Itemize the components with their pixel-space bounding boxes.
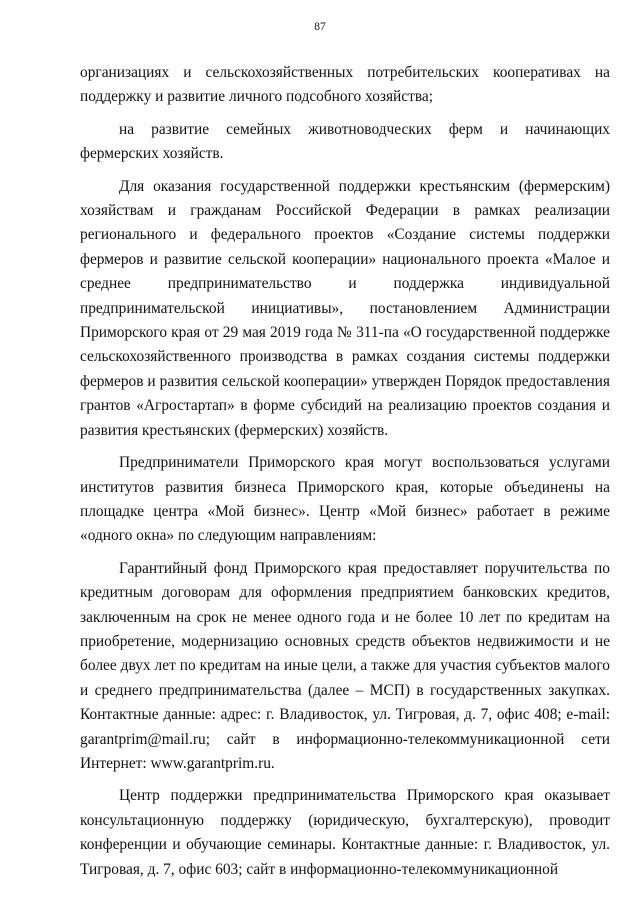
paragraph-my-business-center: Предприниматели Приморского края могут воспользоваться услугами институтов развития бизнеса Приморского края, которые объединены на площадке центра «Мой бизнес». Центр «Мой бизнес» работает в режиме «одного окна» по следующим направлениям:: [80, 454, 610, 545]
document-body: [80, 61, 610, 890]
paragraph-support-center: Центр поддержки предпринимательства Приморского края оказывает консультационную поддержку (юридическую, бухгалтерскую), проводит конференции и обучающие семинары. Контактные данные: г. Владивосток, ул. Тигровая, д. 7, офис 603; сайт в информационно-телекоммуникационной: [80, 787, 610, 878]
page-number: 87: [314, 21, 326, 33]
paragraph-family-farms: на развитие семейных животноводческих ферм и начинающих фермерских хозяйств.: [80, 120, 610, 163]
paragraph-cooperatives-continuation: организациях и сельскохозяйственных потребительских кооперативах на поддержку и развитие личного подсобного хозяйства;: [80, 64, 610, 106]
paragraph-state-support: Для оказания государственной поддержки крестьянским (фермерским) хозяйствам и гражданам Российской Федерации в рамках реализации регионального и федерального проектов «Создание системы поддержки фермеров и развитие сельской кооперации» национального проекта «Малое и среднее предпринимательство и поддержка индивидуальной предпринимательской инициативы», постановлением Администрации Приморского края от 29 мая 2019 года № 311-па «О государственной поддержке сельскохозяйственного производства в рамках создания системы поддержки фермеров и развития сельской кооперации» утвержден Порядок предоставления грантов «Агростартап» в форме субсидий на реализацию проектов создания и развития крестьянских (фермерских) хозяйств.: [80, 177, 610, 439]
paragraph-guarantee-fund: Гарантийный фонд Приморского края предоставляет поручительства по кредитным договорам для оформления предприятием банковских кредитов, заключенным на срок не менее одного года и не более 10 лет по кредитам на приобретение, модернизацию основных средств объектов недвижимости и не более двух лет по кредитам на иные цели, а также для участия субъектов малого и среднего предпринимательства (далее – МСП) в государственных закупках. Контактные данные: адрес: г. Владивосток, ул. Тигровая, д. 7, офис 408; e-mail: garantprim@mail.ru; сайт в информационно-телекоммуникационной сети Интернет: www.garantprim.ru.: [80, 559, 610, 772]
